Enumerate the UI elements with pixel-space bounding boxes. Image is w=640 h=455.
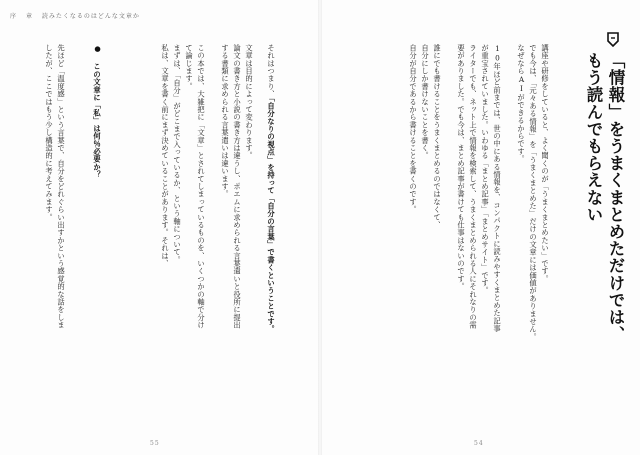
chapter-label: 序 [10,13,18,20]
body-line: 論文の書き方と小説の書き方は違うし、ポエムに求められる言葉遣いと役所に提出 [233,44,242,329]
body-line: この本では、大雑把に「文章」とされてしまっているものを、いくつかの軸で分け [197,44,206,329]
body-line: て論じます。 [185,44,194,91]
section-heading [582,52,626,343]
running-head [10,11,146,20]
body-line: 先ほど「温度感」という言葉で、自分をどれぐらい出すかという感覚的な話をしま [57,44,66,329]
body-line: が重宝されていました。いわゆる「まとめ記事」「まとめサイト」です。 [481,44,490,295]
body-line: 講座や研修をしていると、よく聞くのが「うまくまとめたい」です。 [541,44,550,283]
left-page [0,0,318,455]
pencil-icon [606,32,620,48]
subheading: ● この文章に「私」は何％必要か？ [93,44,102,179]
body-line: 自分にしか書けないことを書く。 [421,44,430,160]
heading-line: 「情報」をうまくまとめただけでは、 [606,52,625,343]
page-number: 54 [474,440,484,447]
body-line: 自分が自分であるから書けることを書くのです。 [409,44,418,214]
body-line [266,44,276,333]
body-line: ライターでも、ネット上で情報を検索して、うまくまとめられる人にそれなりの需 [469,44,478,329]
body-line: なぜならAIができるからです。 [517,44,526,163]
section-label: 章 [25,13,33,20]
heading-line: もう読んでもらえない [584,52,603,223]
body-line: 要がありました。でも今は、まとめ記事が書けても仕事はないのです。 [457,44,466,291]
right-page [322,0,640,455]
body-line: まずは、「自分」がどこまで入っているか、という軸について。 [173,44,182,264]
body-line: 10年ほど前までは、世の中にある情報を、コンパクトに読みやすくまとめた記事 [493,44,502,333]
body-line: でも今は、「元々ある情報」を「うまくまとめた」だけの文章には価値がありません。 [529,44,538,341]
body-line: したが、ここではもう少し構造的に考えてみます。 [45,44,54,222]
chapter-title: 読みたくなるのはどんな文章か [41,13,140,20]
body-line: する書類に求められる言葉遣いは違います。 [221,44,230,198]
body-line: 文章は目的によって変わります。 [245,44,254,160]
page-number: 55 [150,440,160,447]
body-text: それはつまり、 [267,44,276,98]
body-line: 私は、文章を書く前にまず決めていることがあります。それは、 [161,44,170,268]
bold-phrase: 「自分なりの視点」を持って「自分の言葉」で書くということです。 [267,97,276,333]
body-line: 誰にでも書けることをうまくまとめるのではなくて、 [433,44,442,229]
